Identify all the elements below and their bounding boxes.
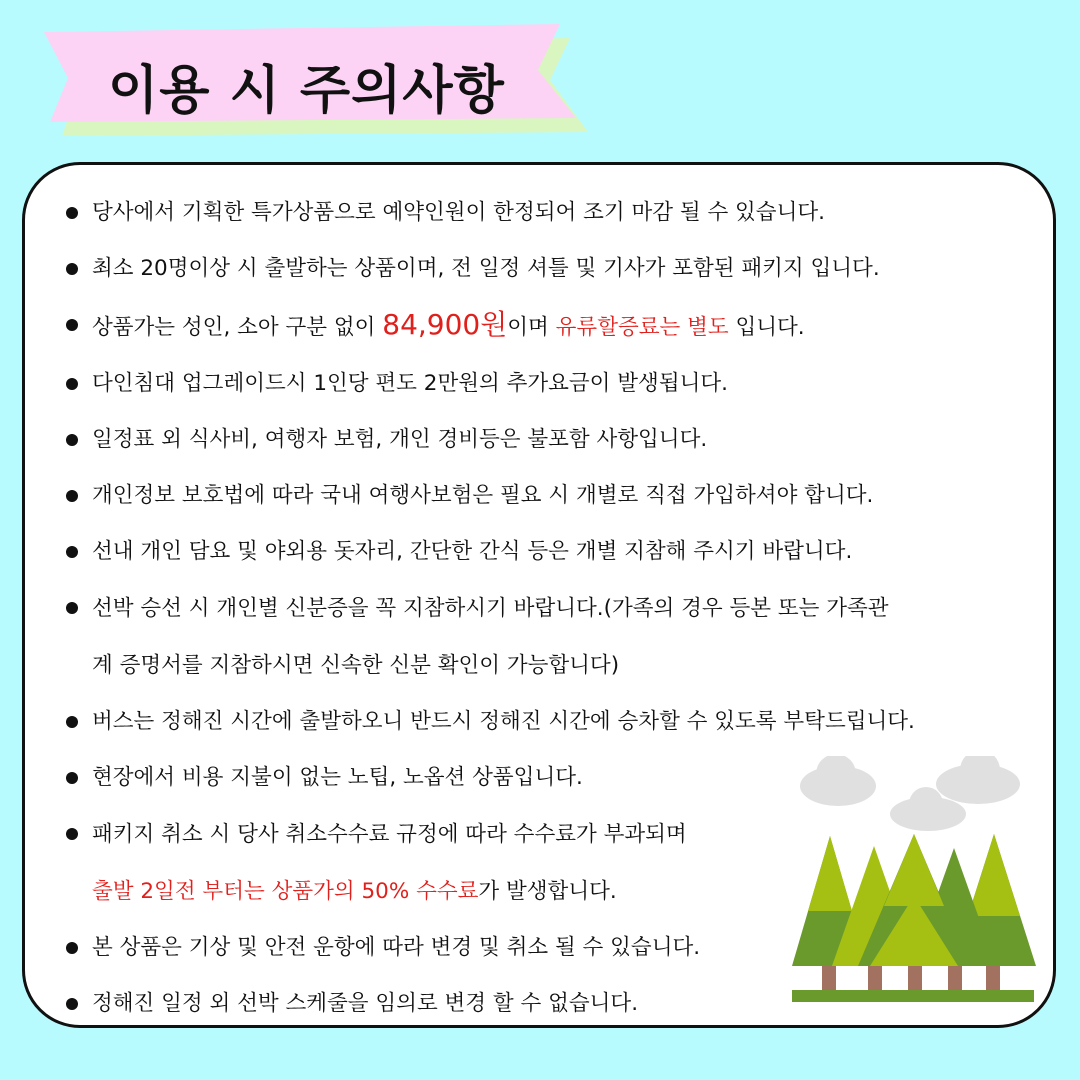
list-item: 현장에서 비용 지불이 없는 노팁, 노옵션 상품입니다. <box>60 750 1050 806</box>
cloud-icon <box>800 756 1020 831</box>
bullet-icon <box>66 490 78 502</box>
cancellation-fee-highlight: 출발 2일전 부터는 상품가의 50% 수수료 <box>92 879 479 904</box>
list-item: 패키지 취소 시 당사 취소수수료 규정에 따라 수수료가 부과되며 출발 2일전 부터는 상품가의 50% 수수료가 발생합니다. <box>60 806 1050 920</box>
list-item: 일정표 외 식사비, 여행자 보험, 개인 경비등은 불포함 사항입니다. <box>60 412 1050 468</box>
price-highlight: 84,900원 <box>382 308 508 341</box>
list-item: 다인침대 업그레이드시 1인당 편도 2만원의 추가요금이 발생됩니다. <box>60 356 1050 412</box>
list-item: 최소 20명이상 시 출발하는 상품이며, 전 일정 셔틀 및 기사가 포함된 패키지 입니다. <box>60 241 1050 297</box>
list-item: 상품가는 성인, 소아 구분 없이 84,900원이며 유류할증료는 별도 입니다. <box>60 297 1050 356</box>
bullet-icon <box>66 546 78 558</box>
title-banner <box>40 18 600 148</box>
fuel-surcharge-highlight: 유류할증료는 별도 <box>555 315 729 340</box>
list-item: 본 상품은 기상 및 안전 운항에 따라 변경 및 취소 될 수 있습니다. <box>60 920 1050 976</box>
bullet-icon <box>66 942 78 954</box>
list-item: 정해진 일정 외 선박 스케줄을 임의로 변경 할 수 없습니다. <box>60 976 1050 1032</box>
bullet-icon <box>66 207 78 219</box>
bullet-icon <box>66 602 78 614</box>
list-item: 선내 개인 담요 및 야외용 돗자리, 간단한 간식 등은 개별 지참해 주시기 바랍니다. <box>60 524 1050 580</box>
list-item: 버스는 정해진 시간에 출발하오니 반드시 정해진 시간에 승차할 수 있도록 부탁드립니다. <box>60 694 1050 750</box>
ground-strip <box>792 990 1034 1002</box>
bullet-icon <box>66 378 78 390</box>
bullet-icon <box>66 263 78 275</box>
bullet-icon <box>66 828 78 840</box>
list-item: 당사에서 기획한 특가상품으로 예약인원이 한정되어 조기 마감 될 수 있습니다. <box>60 185 1050 241</box>
bullet-icon <box>66 772 78 784</box>
bullet-icon <box>66 434 78 446</box>
page-title: 이용 시 주의사항 <box>108 61 505 121</box>
bullet-icon <box>66 716 78 728</box>
forest-illustration <box>788 756 1038 1006</box>
list-item: 개인정보 보호법에 따라 국내 여행사보험은 필요 시 개별로 직접 가입하셔야 합니다. <box>60 468 1050 524</box>
bullet-icon <box>66 998 78 1010</box>
list-item: 선박 승선 시 개인별 신분증을 꼭 지참하시기 바랍니다.(가족의 경우 등본 또는 가족관 계 증명서를 지참하시면 신속한 신분 확인이 가능합니다) <box>60 580 1050 694</box>
pine-tree-icon <box>792 834 1036 992</box>
bullet-icon <box>66 319 78 331</box>
